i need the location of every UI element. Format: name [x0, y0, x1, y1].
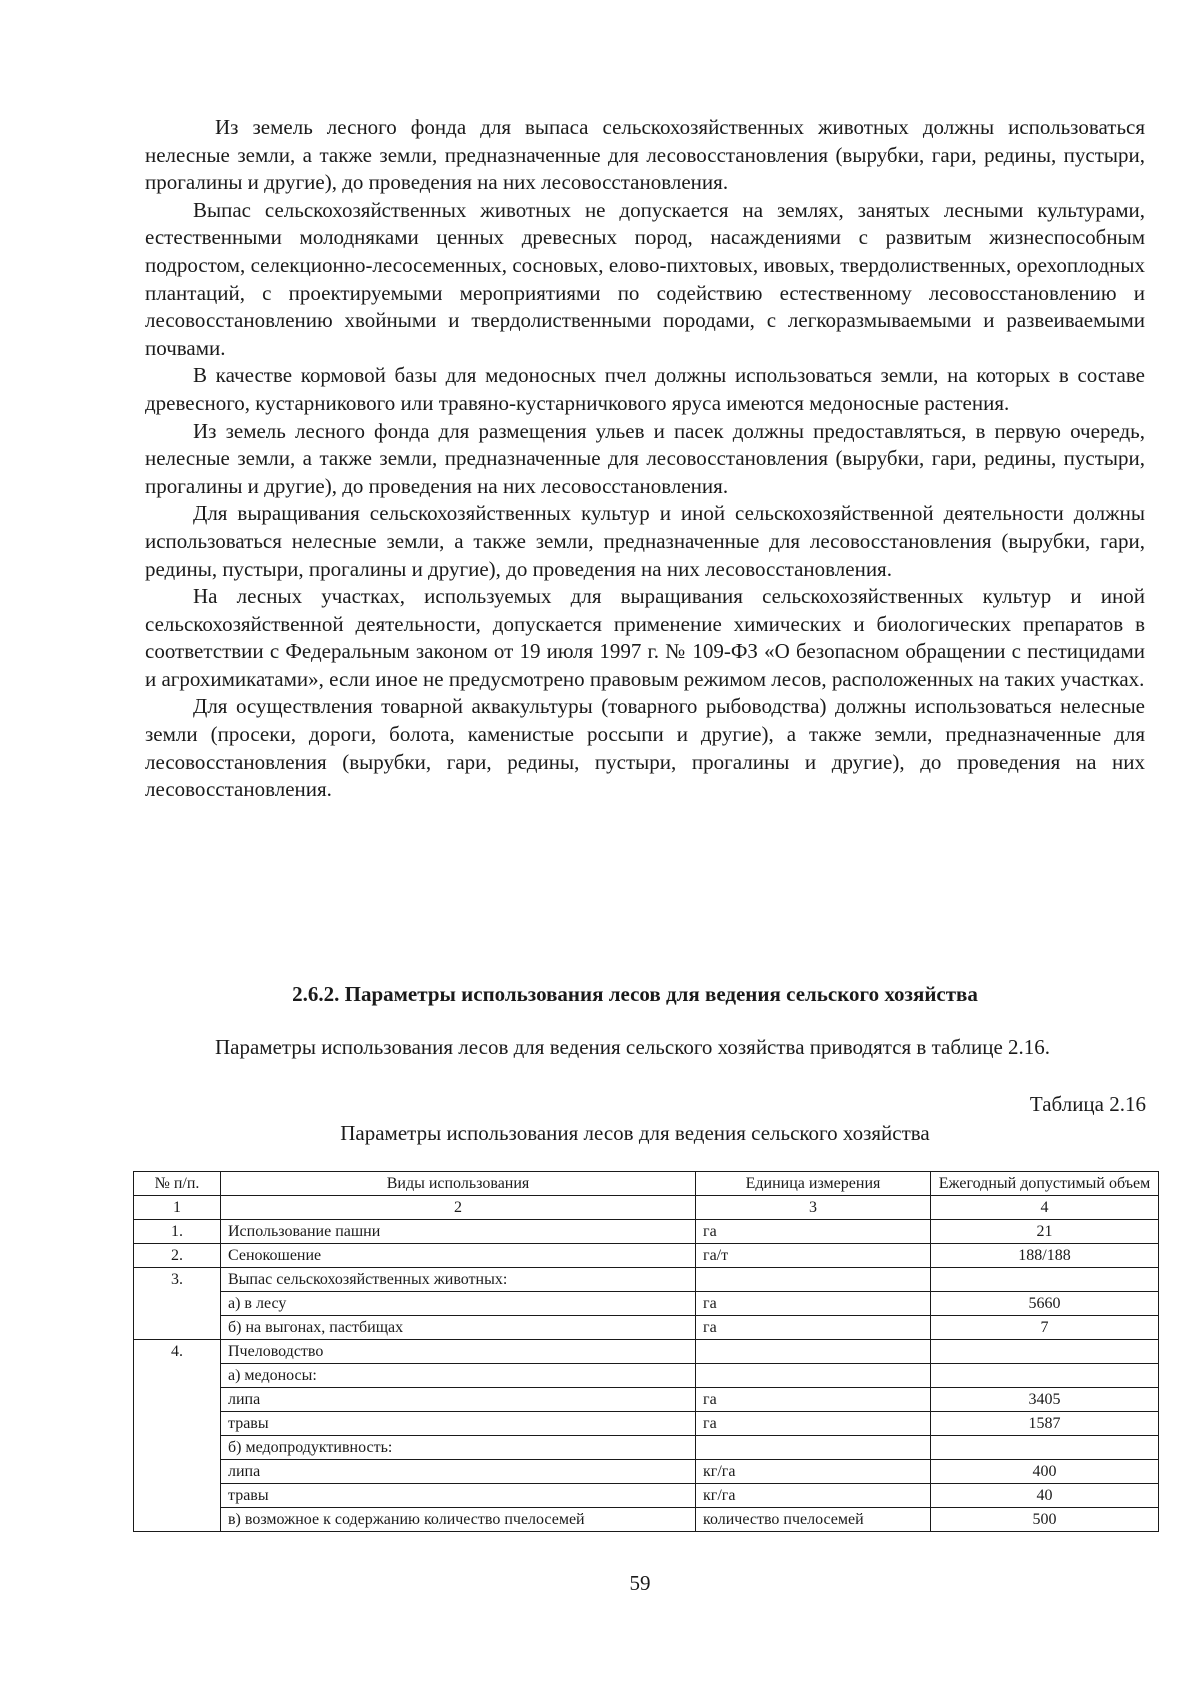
column-number: 2 [221, 1196, 696, 1220]
table-row [134, 1388, 1159, 1412]
row-unit [696, 1268, 931, 1292]
paragraph: Для осуществления товарной аквакультуры (товарного рыбоводства) должны использоваться нелесные земли (просеки, дороги, болота, каменистые россыпи и другие), а также земли, предназначенные для лесовосстановления (вырубки, гари, редины, пустыри, прогалины и другие), до проведения на них лесовосстановления. [145, 694, 1145, 802]
table-row [134, 1412, 1159, 1436]
header-unit: Единица измерения [696, 1172, 931, 1196]
paragraph: В качестве кормовой базы для медоносных пчел должны использоваться земли, на которых в составе древесного, кустарникового или травяно-кустарничкового яруса имеются медоносные растения. [145, 363, 1145, 415]
body-text [145, 114, 1145, 804]
row-unit: га [696, 1220, 931, 1244]
table-row [134, 1436, 1159, 1460]
row-kind: б) медопродуктивность: [221, 1436, 696, 1460]
row-unit: га [696, 1412, 931, 1436]
row-volume: 7 [931, 1316, 1159, 1340]
row-volume: 500 [931, 1508, 1159, 1532]
row-unit: количество пчелосемей [696, 1508, 931, 1532]
paragraph: На лесных участках, используемых для выращивания сельскохозяйственных культур и иной сельскохозяйственной деятельности, допускается применение химических и биологических препаратов в соответствии с Федеральным законом от 19 июля 1997 г. № 109-ФЗ «О безопасном обращении с пестицидами и агрохимикатами», если иное не предусмотрено правовым режимом лесов, расположенных на таких участках. [145, 584, 1145, 691]
header-number: № п/п. [134, 1172, 221, 1196]
row-number: 4. [134, 1340, 221, 1532]
row-kind: Сенокошение [221, 1244, 696, 1268]
row-unit: га/т [696, 1244, 931, 1268]
table-row [134, 1268, 1159, 1292]
row-volume: 21 [931, 1220, 1159, 1244]
row-unit [696, 1436, 931, 1460]
row-kind: в) возможное к содержанию количество пчелосемей [221, 1508, 696, 1532]
row-unit: га [696, 1388, 931, 1412]
row-volume [931, 1436, 1159, 1460]
row-unit: кг/га [696, 1460, 931, 1484]
row-unit [696, 1340, 931, 1364]
table-row [134, 1508, 1159, 1532]
paragraph: Из земель лесного фонда для размещения ульев и пасек должны предоставляться, в первую очередь, нелесные земли, а также земли, предназначенные для лесовосстановления (вырубки, гари, редины, пустыри, прогалины и другие), до проведения на них лесовосстановления. [145, 418, 1145, 498]
row-kind: травы [221, 1484, 696, 1508]
row-kind: липа [221, 1388, 696, 1412]
row-volume: 1587 [931, 1412, 1159, 1436]
row-unit: кг/га [696, 1484, 931, 1508]
row-number: 1. [134, 1220, 221, 1244]
parameters-table [133, 1171, 1159, 1532]
column-number: 4 [931, 1196, 1159, 1220]
row-kind: а) медоносы: [221, 1364, 696, 1388]
table-label: Таблица 2.16 [1029, 1092, 1146, 1116]
table-row [134, 1292, 1159, 1316]
table-row [134, 1364, 1159, 1388]
table-row [134, 1316, 1159, 1340]
paragraph: Выпас сельскохозяйственных животных не допускается на землях, занятых лесными культурами, естественными молодняками ценных древесных пород, насаждениями с развитым жизнеспособным подростом, селекционно-лесосеменных, сосновых, елово-пихтовых, ивовых, твердолиственных, орехоплодных плантаций, с проектируемыми мероприятиями по содействию естественному лесовосстановлению и лесовосстановлению хвойными и твердолиственными породами, с легкоразмываемыми и развеиваемыми почвами. [145, 197, 1145, 360]
table-row [134, 1484, 1159, 1508]
row-volume [931, 1364, 1159, 1388]
column-number: 3 [696, 1196, 931, 1220]
row-volume: 400 [931, 1460, 1159, 1484]
table-row [134, 1460, 1159, 1484]
row-volume [931, 1340, 1159, 1364]
section-title: 2.6.2. Параметры использования лесов для ведения сельского хозяйства [292, 982, 978, 1006]
row-kind: травы [221, 1412, 696, 1436]
row-volume: 40 [931, 1484, 1159, 1508]
row-kind: Использование пашни [221, 1220, 696, 1244]
row-kind: Пчеловодство [221, 1340, 696, 1364]
column-number: 1 [134, 1196, 221, 1220]
paragraph: Из земель лесного фонда для выпаса сельскохозяйственных животных должны использоваться нелесные земли, а также земли, предназначенные для лесовосстановления (вырубки, гари, редины, пустыри, прогалины и другие), до проведения на них лесовосстановления. [145, 115, 1145, 195]
row-number: 3. [134, 1268, 221, 1340]
row-volume: 5660 [931, 1292, 1159, 1316]
row-kind: б) на выгонах, пастбищах [221, 1316, 696, 1340]
paragraph: Для выращивания сельскохозяйственных культур и иной сельскохозяйственной деятельности должны использоваться нелесные земли, а также земли, предназначенные для лесовосстановления (вырубки, гари, редины, пустыри, прогалины и другие), до проведения на них лесовосстановления. [145, 501, 1145, 581]
row-volume: 3405 [931, 1388, 1159, 1412]
row-unit [696, 1364, 931, 1388]
row-kind: Выпас сельскохозяйственных животных: [221, 1268, 696, 1292]
page-number: 59 [629, 1571, 651, 1595]
row-unit: га [696, 1316, 931, 1340]
header-volume: Ежегодный допустимый объем [931, 1172, 1159, 1196]
table-row [134, 1340, 1159, 1364]
row-volume: 188/188 [931, 1244, 1159, 1268]
column-number-row [134, 1196, 1159, 1220]
intro-paragraph: Параметры использования лесов для ведения сельского хозяйства приводятся в таблице 2.16. [215, 1035, 1051, 1059]
row-kind: липа [221, 1460, 696, 1484]
table-header-row [134, 1172, 1159, 1196]
table-caption: Параметры использования лесов для ведения сельского хозяйства [340, 1121, 930, 1145]
row-number: 2. [134, 1244, 221, 1268]
table-row [134, 1244, 1159, 1268]
table-row [134, 1220, 1159, 1244]
row-volume [931, 1268, 1159, 1292]
row-kind: а) в лесу [221, 1292, 696, 1316]
row-unit: га [696, 1292, 931, 1316]
header-kind: Виды использования [221, 1172, 696, 1196]
